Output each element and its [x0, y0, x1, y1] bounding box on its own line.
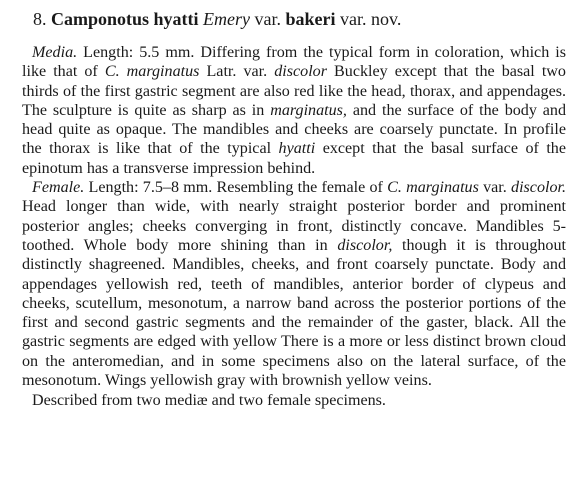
- text-run: Head longer than wide, with nearly straight posterior border and prominent posterior angles; cheeks converging in front, distinctly concave. Mandibles 5-toothed. Whole body more shining than in: [22, 198, 566, 254]
- text-run: except that the basal surface of the epinotum has a transverse impression behind.: [22, 140, 567, 177]
- italic-term: C. marginatus: [104, 63, 200, 81]
- species-number: 8.: [33, 9, 47, 29]
- italic-term: discolor,: [337, 236, 393, 254]
- text-run: and the surface of the body and head quite as opaque. The mandibles and cheeks are coarsely punctate. In profile the thorax is like that of the typical: [22, 101, 567, 158]
- species-author: Emery: [203, 9, 251, 29]
- specimen-note: Described from two mediæ and two female specimens.: [32, 392, 386, 410]
- female-description-paragraph: [22, 178, 566, 390]
- variety-name: bakeri: [285, 9, 336, 29]
- text-run: though it is throughout distinctly shagreened. Mandibles, cheeks, and front coarsely punctate. Body and appendages yellowish red, teeth of mandibles, anterior border of clypeus and cheeks, scutellum, mesonotum, a narrow band across the posterior portions of the first and second gastric segments and the remainder of the gaster, black. All the gastric segments are edged with yellow There is a more or less distinct brown cloud on the anteromedian, and in some specimens also on the lateral surface, of the mesonotum. Wings yellowish gray with brownish yellow veins.: [22, 236, 566, 390]
- italic-term: C. marginatus: [387, 179, 479, 197]
- text-run: Length: 7.5–8 mm. Resembling the female of: [84, 179, 388, 197]
- italic-term: discolor: [274, 63, 327, 81]
- italic-term: hyatti: [278, 140, 316, 158]
- italic-term: Media.: [32, 44, 78, 61]
- species-name: Camponotus hyatti: [51, 9, 199, 29]
- text-run: var.: [478, 179, 512, 197]
- text-run: Buckley except that the basal two thirds of the first gastric segment are also red like the head, thorax, and appendages. The sculpture is quite as sharp as in: [22, 63, 566, 119]
- variety-status: var. nov.: [340, 9, 402, 29]
- variety-marker: var.: [254, 9, 282, 29]
- species-heading: [33, 8, 566, 30]
- text-run: Latr. var.: [199, 63, 275, 81]
- italic-term: marginatus,: [270, 101, 347, 119]
- text-run: Length: 5.5 mm. Differing from the typical form in coloration, which is like that of: [22, 44, 566, 81]
- media-description-paragraph: [22, 43, 566, 178]
- italic-term: Female.: [32, 179, 85, 197]
- italic-term: discolor.: [511, 179, 567, 197]
